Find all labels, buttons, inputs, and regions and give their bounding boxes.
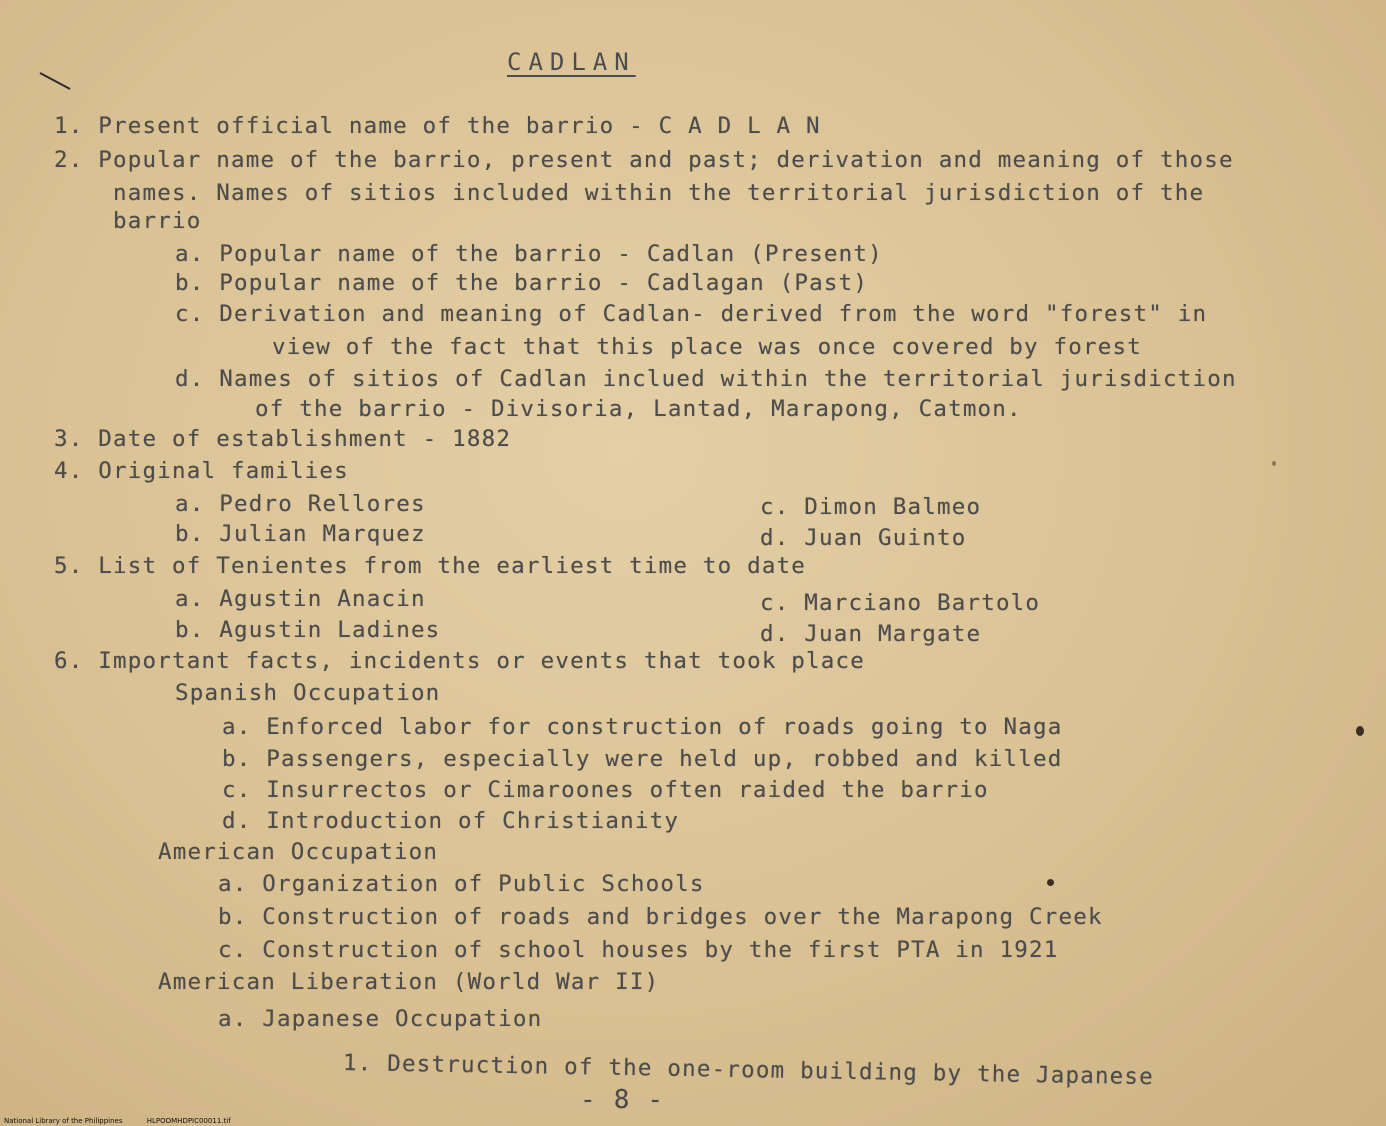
item-2-cont-2: barrio	[113, 208, 202, 234]
item-6-spanish-a: a. Enforced labor for construction of roads going to Naga	[222, 714, 1063, 740]
item-5d: d. Juan Margate	[760, 621, 982, 647]
document-title: CADLAN	[507, 48, 636, 76]
footer-library: National Library of the Philippines	[4, 1117, 123, 1125]
item-6: 6. Important facts, incidents or events that took place	[54, 648, 866, 674]
item-2: 2. Popular name of the barrio, present and past; derivation and meaning of those	[54, 147, 1234, 173]
item-2a: a. Popular name of the barrio - Cadlan (Present)	[175, 241, 883, 267]
item-6-american-c: c. Construction of school houses by the first PTA in 1921	[218, 937, 1059, 963]
section-spanish: Spanish Occupation	[175, 680, 441, 706]
item-6-american-a: a. Organization of Public Schools	[218, 871, 705, 897]
item-1: 1. Present official name of the barrio - C A D L A N	[54, 113, 821, 139]
item-4c: c. Dimon Balmeo	[760, 494, 982, 520]
item-6-american-b: b. Construction of roads and bridges over the Marapong Creek	[218, 904, 1103, 930]
item-5a: a. Agustin Anacin	[175, 586, 426, 612]
item-5c: c. Marciano Bartolo	[760, 590, 1041, 616]
scan-footer	[4, 1117, 253, 1125]
item-6-liberation-a1: 1. Destruction of the one-room building by the Japanese	[342, 1050, 1155, 1091]
item-4b: b. Julian Marquez	[175, 521, 426, 547]
item-4d: d. Juan Guinto	[760, 525, 967, 551]
item-5b: b. Agustin Ladines	[175, 617, 441, 643]
footer-file: HLPOOMHDPIC00011.tif	[146, 1117, 231, 1125]
item-6-spanish-d: d. Introduction of Christianity	[222, 808, 680, 834]
item-4: 4. Original families	[54, 458, 349, 484]
item-2-cont: names. Names of sitios included within the territorial jurisdiction of the	[113, 180, 1205, 206]
item-2d-cont: of the barrio - Divisoria, Lantad, Marapong, Catmon.	[255, 396, 1022, 422]
item-5: 5. List of Tenientes from the earliest time to date	[54, 553, 807, 579]
item-3: 3. Date of establishment - 1882	[54, 426, 512, 452]
item-2b: b. Popular name of the barrio - Cadlagan (Past)	[175, 270, 869, 296]
ink-spot	[1272, 461, 1276, 466]
ink-spot	[1356, 726, 1364, 736]
page-number: - 8 -	[580, 1085, 665, 1115]
section-liberation: American Liberation (World War II)	[158, 969, 660, 995]
item-6-spanish-c: c. Insurrectos or Cimaroones often raided the barrio	[222, 777, 989, 803]
section-american: American Occupation	[158, 839, 439, 865]
ink-spot	[1047, 879, 1054, 886]
item-2c-cont: view of the fact that this place was once covered by forest	[272, 334, 1143, 360]
item-6-liberation-a: a. Japanese Occupation	[218, 1006, 543, 1032]
pen-mark	[40, 72, 71, 90]
item-2d: d. Names of sitios of Cadlan inclued within the territorial jurisdiction	[175, 366, 1237, 392]
item-2c: c. Derivation and meaning of Cadlan- derived from the word "forest" in	[175, 301, 1208, 327]
item-6-spanish-b: b. Passengers, especially were held up, robbed and killed	[222, 746, 1063, 772]
item-4a: a. Pedro Rellores	[175, 491, 426, 517]
